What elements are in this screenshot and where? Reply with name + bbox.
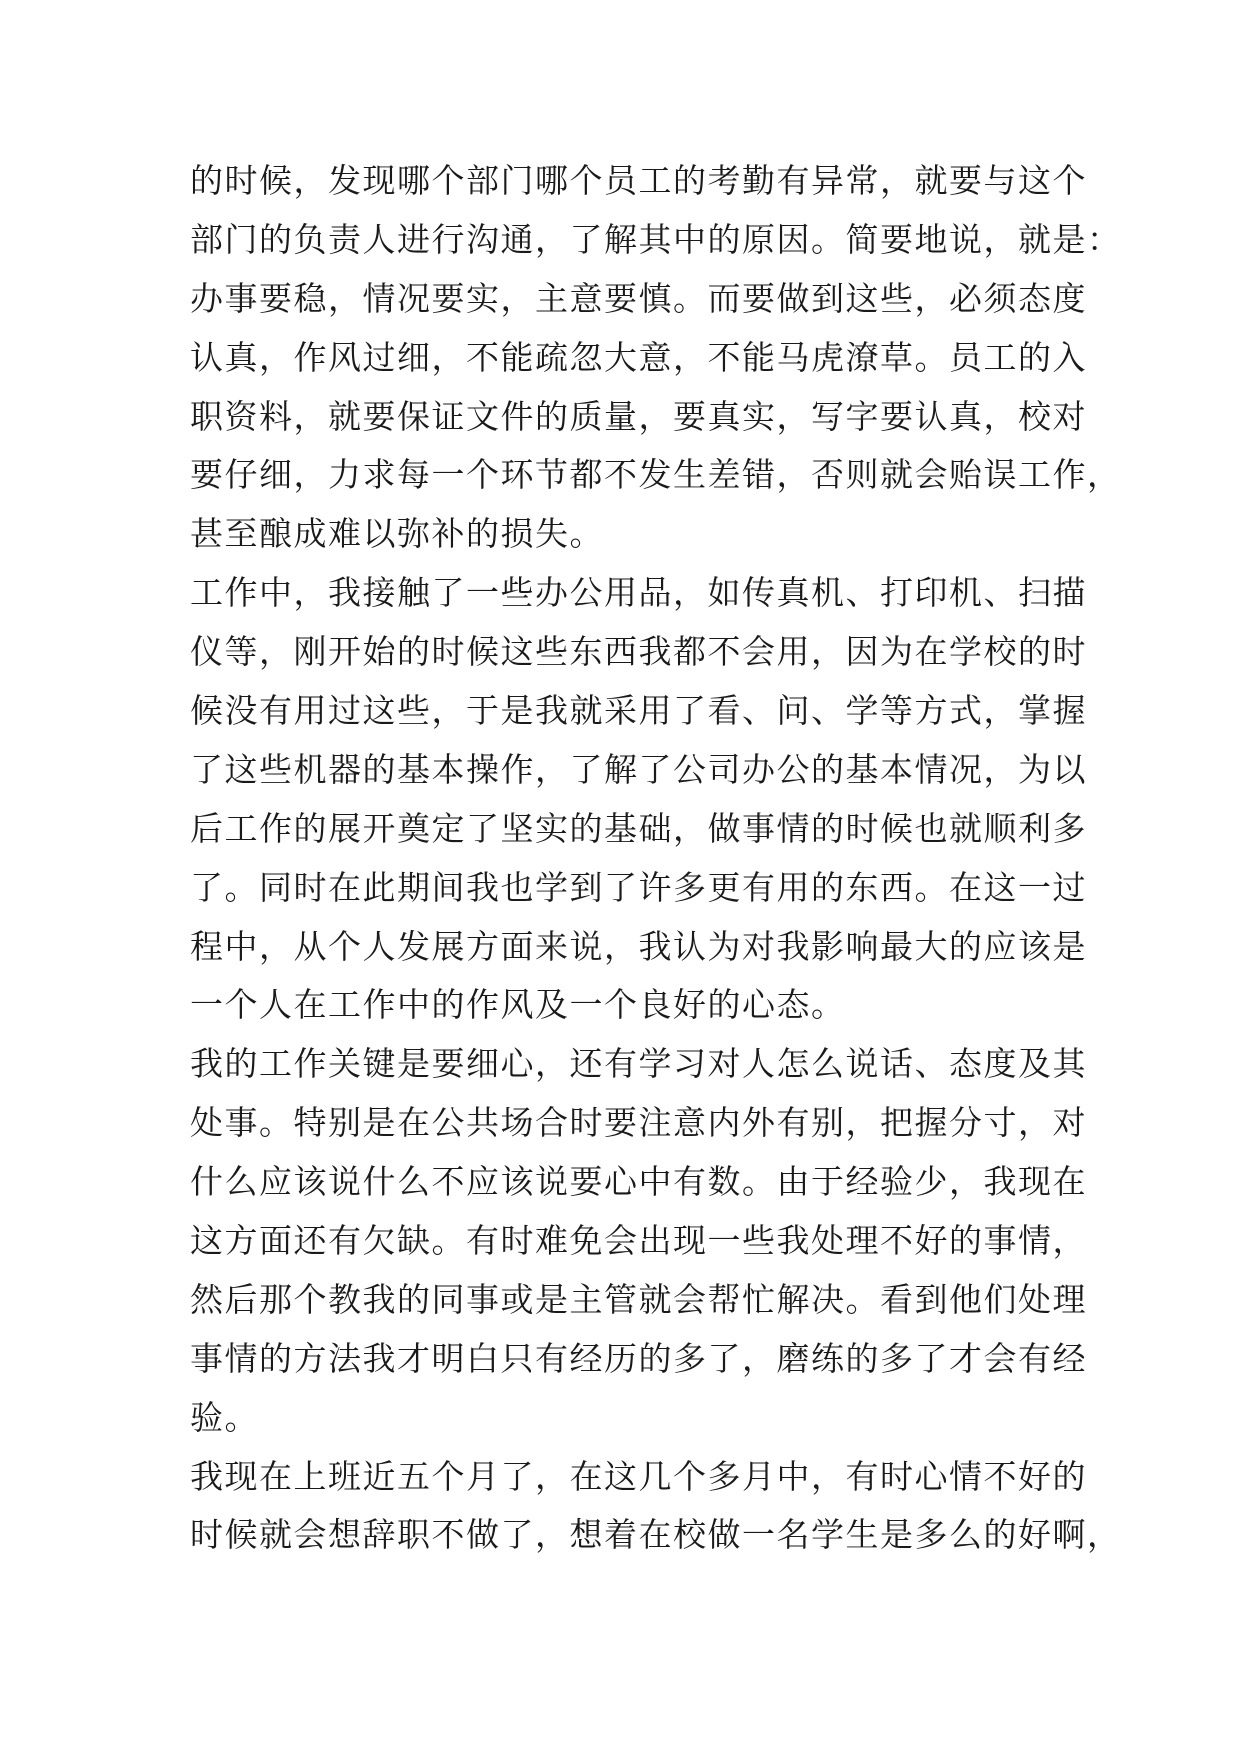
text-line: 办事要稳，情况要实，主意要慎。而要做到这些，必须态度 (190, 278, 1087, 318)
text-line: 我的工作关键是要细心，还有学习对人怎么说话、态度及其 (190, 1044, 1087, 1084)
text-line: 然后那个教我的同事或是主管就会帮忙解决。看到他们处理 (190, 1279, 1087, 1319)
text-line: 一个人在工作中的作风及一个良好的心态。 (190, 985, 846, 1025)
text-line: 这方面还有欠缺。有时难免会出现一些我处理不好的事情， (190, 1221, 1087, 1261)
body-text (190, 152, 1122, 1565)
text-line: 认真，作风过细，不能疏忽大意，不能马虎潦草。员工的入 (190, 337, 1087, 377)
text-line: 候没有用过这些，于是我就采用了看、问、学等方式，掌握 (190, 691, 1087, 731)
text-line: 时候就会想辞职不做了，想着在校做一名学生是多么的好啊， (190, 1515, 1122, 1555)
text-line: 后工作的展开奠定了坚实的基础，做事情的时候也就顺利多 (190, 808, 1087, 848)
text-line: 了。同时在此期间我也学到了许多更有用的东西。在这一过 (190, 867, 1087, 907)
text-line: 工作中，我接触了一些办公用品，如传真机、打印机、扫描 (190, 573, 1087, 613)
text-line: 程中，从个人发展方面来说，我认为对我影响最大的应该是 (190, 926, 1087, 966)
text-line: 了这些机器的基本操作，了解了公司办公的基本情况，为以 (190, 749, 1087, 789)
text-line: 部门的负责人进行沟通，了解其中的原因。简要地说，就是： (190, 219, 1122, 259)
text-line: 职资料，就要保证文件的质量，要真实，写字要认真，校对 (190, 396, 1087, 436)
text-line: 什么应该说什么不应该说要心中有数。由于经验少，我现在 (190, 1162, 1087, 1202)
text-line: 要仔细，力求每一个环节都不发生差错，否则就会贻误工作， (190, 455, 1122, 495)
text-line: 我现在上班近五个月了，在这几个多月中，有时心情不好的 (190, 1456, 1087, 1496)
text-line: 的时候，发现哪个部门哪个员工的考勤有异常，就要与这个 (190, 161, 1087, 200)
text-line: 处事。特别是在公共场合时要注意内外有别，把握分寸，对 (190, 1103, 1087, 1143)
text-line: 事情的方法我才明白只有经历的多了，磨练的多了才会有经 (190, 1338, 1087, 1378)
text-line: 仪等，刚开始的时候这些东西我都不会用，因为在学校的时 (190, 632, 1087, 672)
text-line: 验。 (190, 1397, 259, 1437)
text-line: 甚至酿成难以弥补的损失。 (190, 514, 604, 554)
